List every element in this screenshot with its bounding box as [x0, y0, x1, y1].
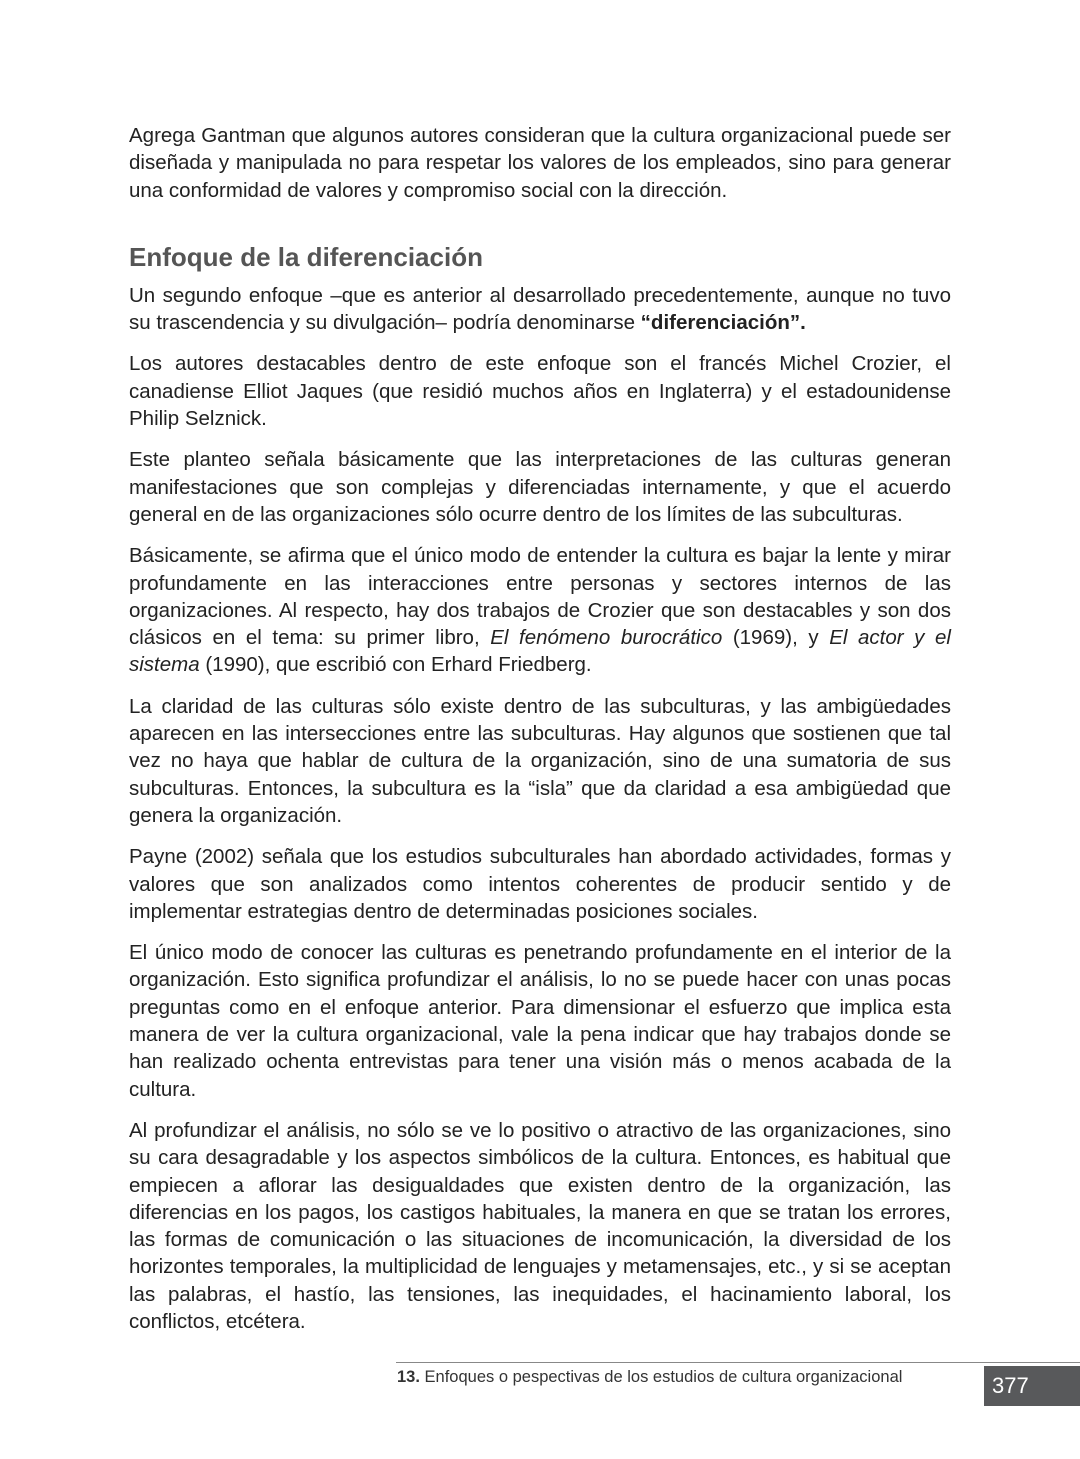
- page-number: 377: [992, 1373, 1029, 1398]
- section-heading: Enfoque de la diferenciación: [129, 241, 483, 272]
- intro-paragraph: Agrega Gantman que algunos autores consideran que la cultura organizacional puede ser diseñada y manipulada no para respetar los valores de los empleados, sino para generar una conformidad de valores y compromiso social con la dirección.: [129, 124, 951, 202]
- footer-chapter-title: Enfoques o pespectivas de los estudios de cultura organizacional: [419, 1368, 903, 1386]
- paragraph-6: Payne (2002) señala que los estudios subculturales han abordado actividades, formas y valores que son analizados como intentos coherentes de producir sentido y de implementar estrategias dentro de determinadas posiciones sociales.: [129, 845, 951, 923]
- book-title-actor: El actor y el sistema: [129, 626, 951, 677]
- footer-divider: [396, 1362, 1080, 1363]
- book-title-fenomeno: El fenómeno burocrático: [490, 626, 723, 650]
- paragraph-4: [129, 542, 951, 678]
- paragraph-3: Este planteo señala básicamente que las interpretaciones de las culturas generan manifestaciones que son complejas y diferenciadas internamente, y que el acuerdo general en de las organizaciones sólo ocurre dentro de los límites de las subculturas.: [129, 448, 951, 526]
- paragraph-1: [129, 282, 951, 337]
- paragraph-8: Al profundizar el análisis, no sólo se ve lo positivo o atractivo de las organizaciones, sino su cara desagradable y los aspectos simbólicos de la cultura. Entonces, es habitual que empiecen a aflorar las desigualdades que existen dentro de la organización, las diferencias en los pagos, los castigos habituales, la manera en que se tratan los errores, las formas de comunicación o las situaciones de incomunicación, la diversidad de los horizontes temporales, la multiplicidad de lenguajes y metamensajes, etc., y si se aceptan las palabras, el hastío, las tensiones, las inequidades, el hacinamiento laboral, los conflictos, etcétera.: [129, 1118, 951, 1333]
- paragraph-4-text-c: (1990), que escribió con Erhard Friedberg.: [199, 653, 592, 677]
- page-body: [129, 122, 951, 1349]
- footer-chapter-number: 13.: [397, 1368, 420, 1386]
- page-number-box: [984, 1366, 1080, 1406]
- paragraph-2: Los autores destacables dentro de este enfoque son el francés Michel Crozier, el canadiense Elliot Jaques (que residió muchos años en Inglaterra) y el estadounidense Philip Selznick.: [129, 352, 951, 431]
- paragraph-1-text: Un segundo enfoque –que es anterior al desarrollado precedentemente, aunque no tuvo su trascendencia y su divulgación– podría denominarse: [129, 283, 951, 335]
- paragraph-7: El único modo de conocer las culturas es penetrando profundamente en el interior de la organización. Esto significa profundizar el análisis, lo no se puede hacer con unas pocas preguntas como en el enfoque anterior. Para dimensionar el esfuerzo que implica esta manera de ver la cultura organizacional, vale la pena indicar que hay trabajos donde se han realizado ochenta entrevistas para tener una visión más o menos acabada de la cultura.: [129, 941, 951, 1101]
- paragraph-4-text-a: Básicamente, se afirma que el único modo de entender la cultura es bajar la lente y mirar profundamente en las interacciones entre personas y sectores internos de las organizaciones. Al respecto, hay dos trabajos de Crozier que son destacables y son dos clásicos en el tema: su primer libro,: [129, 544, 951, 650]
- paragraph-5: La claridad de las culturas sólo existe dentro de las subculturas, y las ambigüedades aparecen en las intersecciones entre las subculturas. Hay algunos que sostienen que tal vez no haya que hablar de cultura de la organización, sino de una sumatoria de sus subculturas. Entonces, la subcultura es la “isla” que da claridad a esa ambigüedad que genera la organización.: [129, 694, 951, 827]
- paragraph-4-text-b: (1969), y: [722, 626, 830, 650]
- paragraph-1-bold-term: “diferenciación”.: [640, 311, 806, 335]
- running-footer: [397, 1366, 957, 1388]
